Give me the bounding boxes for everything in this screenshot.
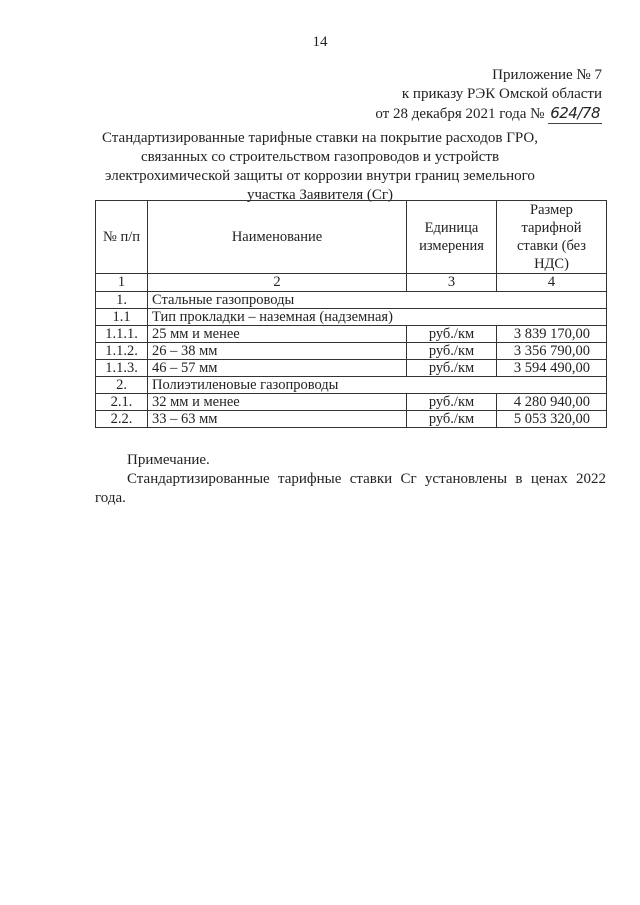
row-value: 3 594 490,00 bbox=[497, 360, 607, 377]
row-number: 2. bbox=[96, 377, 148, 394]
row-name: 33 – 63 мм bbox=[148, 411, 407, 428]
table-row bbox=[96, 326, 607, 343]
table-row bbox=[96, 394, 607, 411]
row-number: 1.1.3. bbox=[96, 360, 148, 377]
appendix-date bbox=[375, 104, 602, 124]
row-unit: руб./км bbox=[407, 394, 497, 411]
document-title: Стандартизированные тарифные ставки на покрытие расходов ГРО, связанных со строительством газопроводов и устройств электрохимической защиты от коррозии внутри границ земельного участка Заявителя (Cг) bbox=[102, 130, 538, 203]
tariff-table bbox=[95, 200, 607, 428]
table-row bbox=[96, 292, 607, 309]
subsection-name: Тип прокладки – наземная (надземная) bbox=[148, 309, 607, 326]
row-unit: руб./км bbox=[407, 360, 497, 377]
table-row bbox=[96, 377, 607, 394]
row-name: 25 мм и менее bbox=[148, 326, 407, 343]
appendix-title: Приложение № 7 bbox=[492, 67, 602, 83]
row-unit: руб./км bbox=[407, 326, 497, 343]
row-unit: руб./км bbox=[407, 411, 497, 428]
table-row bbox=[96, 411, 607, 428]
row-name: 26 – 38 мм bbox=[148, 343, 407, 360]
header-rate: Размер тарифной ставки (без НДС) bbox=[497, 201, 607, 274]
note-section bbox=[95, 451, 606, 508]
header-name: Наименование bbox=[148, 201, 407, 274]
table-row bbox=[96, 309, 607, 326]
table-row bbox=[96, 360, 607, 377]
row-number: 2.1. bbox=[96, 394, 148, 411]
header-number: № п/п bbox=[96, 201, 148, 274]
handwritten-order-number: 624/78 bbox=[550, 104, 600, 122]
appendix-header bbox=[375, 66, 602, 124]
row-value: 4 280 940,00 bbox=[497, 394, 607, 411]
row-value: 3 839 170,00 bbox=[497, 326, 607, 343]
section-name: Полиэтиленовые газопроводы bbox=[148, 377, 607, 394]
column-number: 3 bbox=[407, 274, 497, 292]
column-number-row bbox=[96, 274, 607, 292]
header-unit: Единица измерения bbox=[407, 201, 497, 274]
row-number: 1. bbox=[96, 292, 148, 309]
column-number: 1 bbox=[96, 274, 148, 292]
appendix-date-text: от 28 декабря 2021 года № bbox=[375, 106, 545, 122]
note-heading: Примечание. bbox=[127, 452, 210, 468]
row-number: 2.2. bbox=[96, 411, 148, 428]
table-header-row bbox=[96, 201, 607, 274]
column-number: 4 bbox=[497, 274, 607, 292]
row-value: 3 356 790,00 bbox=[497, 343, 607, 360]
note-text: Стандартизированные тарифные ставки Cг установлены в ценах 2022 года. bbox=[95, 471, 606, 506]
row-number: 1.1 bbox=[96, 309, 148, 326]
column-number: 2 bbox=[148, 274, 407, 292]
appendix-order: к приказу РЭК Омской области bbox=[401, 86, 602, 102]
section-name: Стальные газопроводы bbox=[148, 292, 607, 309]
table-row bbox=[96, 343, 607, 360]
row-name: 46 – 57 мм bbox=[148, 360, 407, 377]
page-number: 14 bbox=[312, 34, 328, 50]
row-number: 1.1.2. bbox=[96, 343, 148, 360]
row-unit: руб./км bbox=[407, 343, 497, 360]
row-number: 1.1.1. bbox=[96, 326, 148, 343]
row-value: 5 053 320,00 bbox=[497, 411, 607, 428]
row-name: 32 мм и менее bbox=[148, 394, 407, 411]
